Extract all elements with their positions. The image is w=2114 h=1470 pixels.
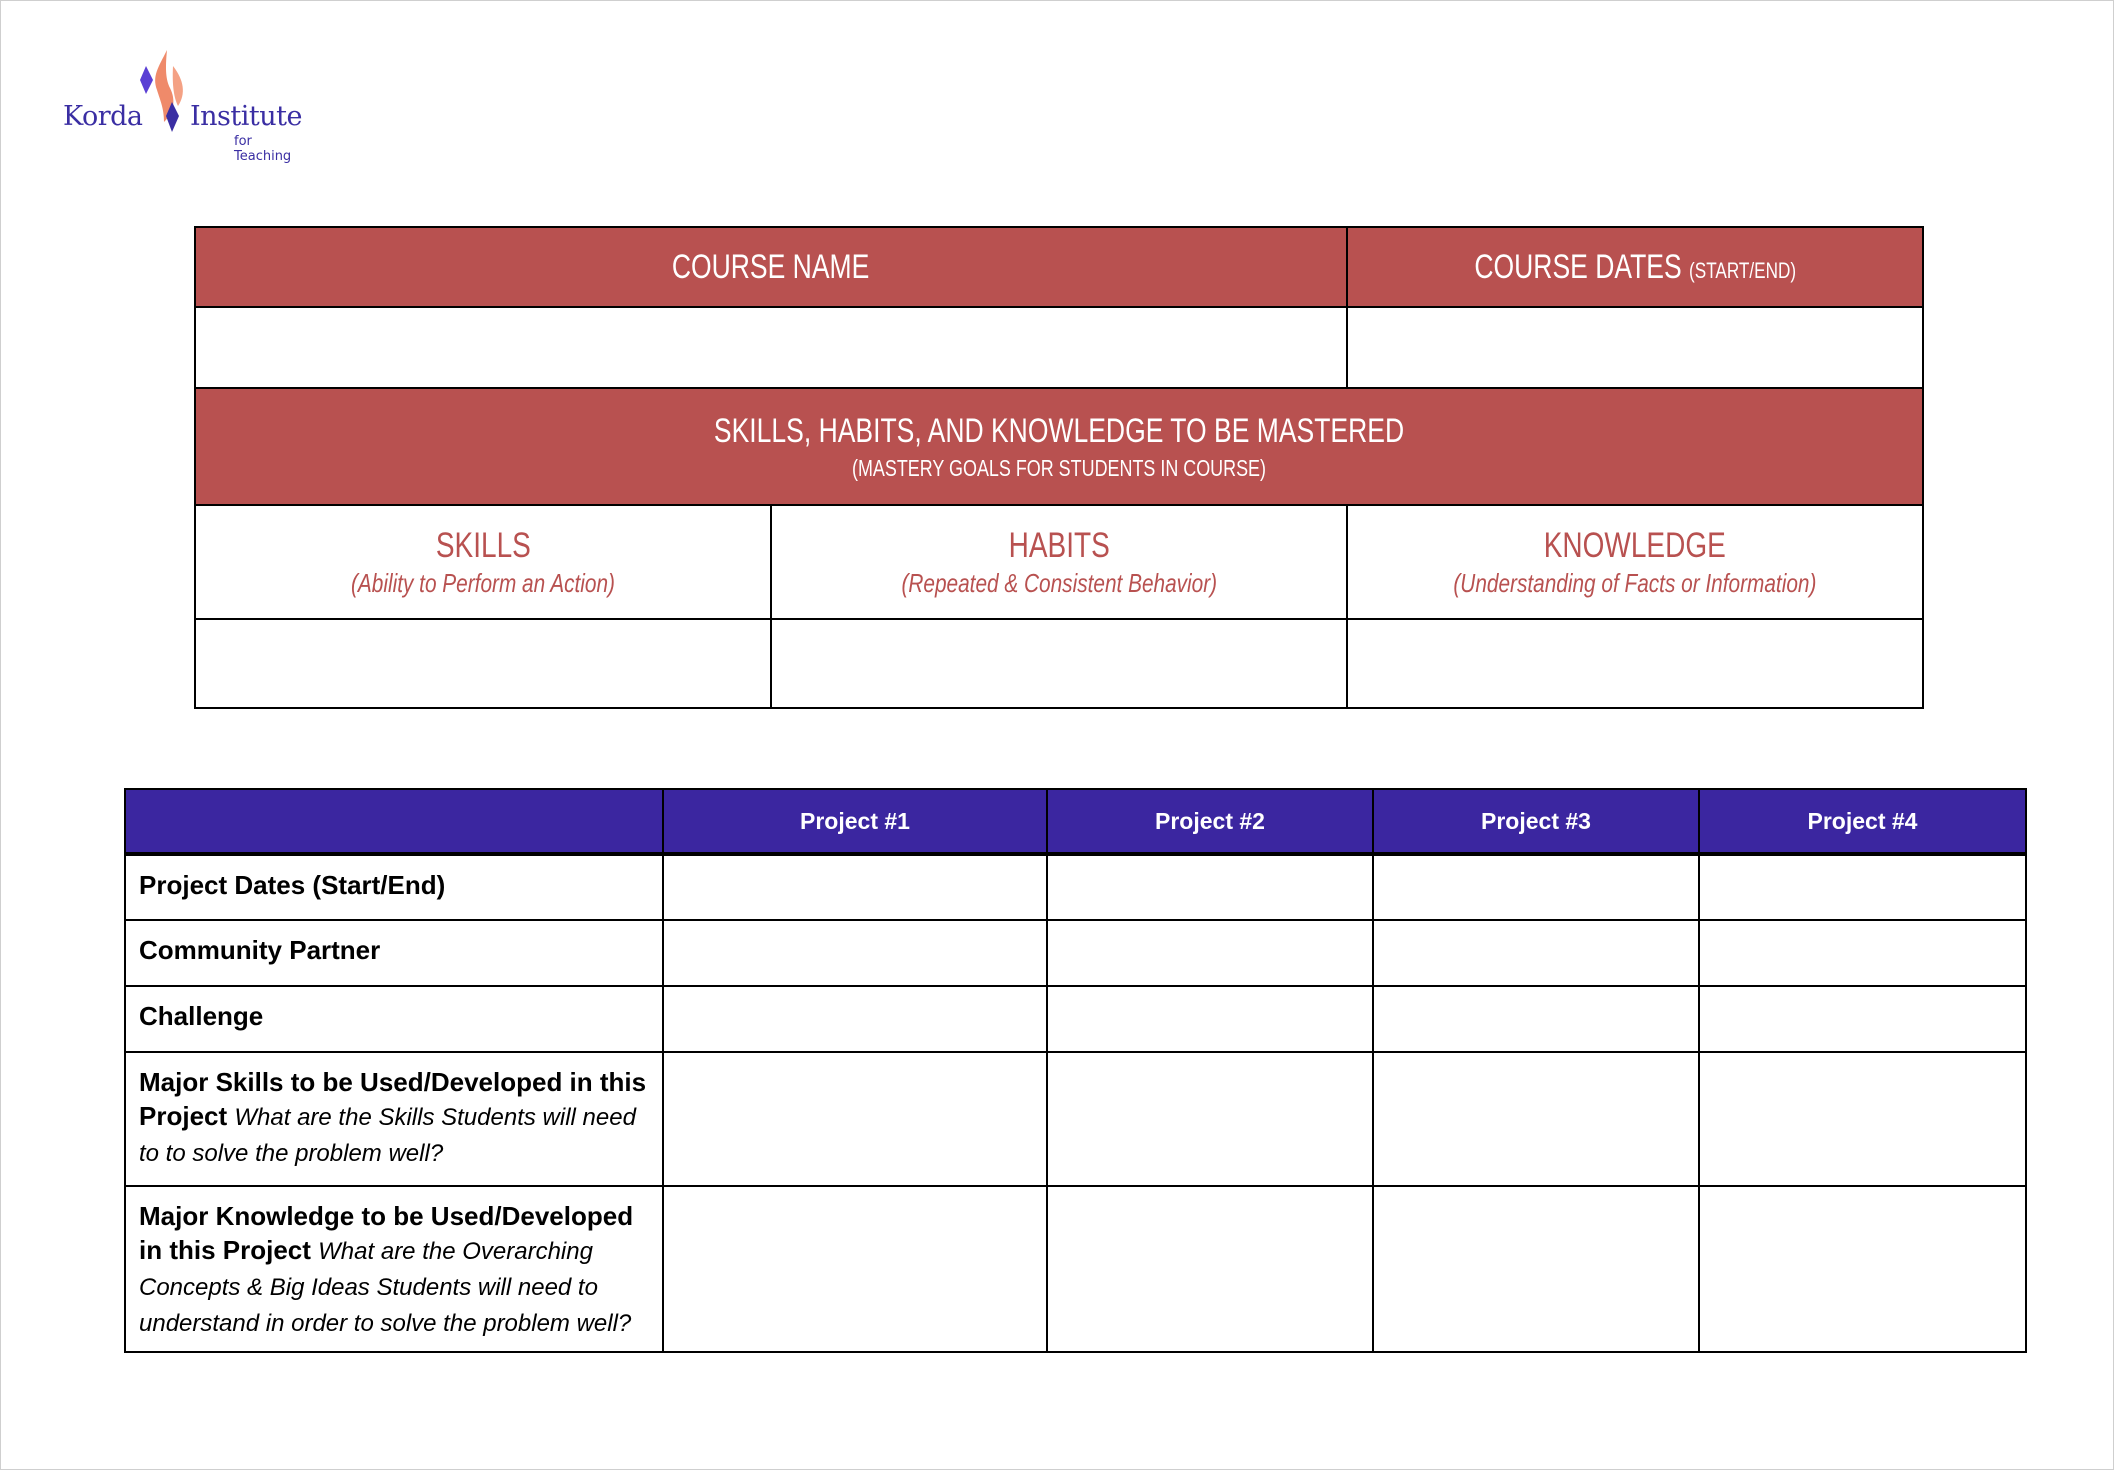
korda-logo — [60, 46, 310, 164]
cell-project-4[interactable] — [1699, 1052, 2026, 1186]
skills-desc: (Ability to Perform an Action) — [351, 567, 615, 598]
cell-project-1[interactable] — [663, 920, 1047, 986]
cell-project-3[interactable] — [1373, 986, 1699, 1052]
cell-project-2[interactable] — [1047, 1052, 1373, 1186]
row-label-major-knowledge: Major Knowledge to be Used/Developed in this Project What are the Overarching Concepts & Big Ideas Students will need to understand in order to solve the problem well? — [125, 1186, 663, 1352]
course-name-header: COURSE NAME — [195, 227, 1347, 307]
cell-project-1[interactable] — [663, 1186, 1047, 1352]
habits-desc: (Repeated & Consistent Behavior) — [901, 567, 1217, 598]
cell-project-3[interactable] — [1373, 854, 1699, 920]
table-row — [125, 986, 2026, 1052]
header-project-1: Project #1 — [663, 789, 1047, 854]
course-name-cell[interactable] — [195, 307, 1347, 388]
course-dates-cell[interactable] — [1347, 307, 1923, 388]
habits-title: HABITS — [1008, 525, 1110, 565]
table-row — [125, 1186, 2026, 1352]
knowledge-header — [1347, 505, 1923, 619]
cell-project-1[interactable] — [663, 1052, 1047, 1186]
table-row — [125, 1052, 2026, 1186]
row-label-major-skills: Major Skills to be Used/Developed in this Project What are the Skills Students will need to to solve the problem well? — [125, 1052, 663, 1186]
habits-header — [771, 505, 1347, 619]
knowledge-title: KNOWLEDGE — [1543, 525, 1727, 565]
skills-title: SKILLS — [435, 525, 531, 565]
mastery-title: SKILLS, HABITS, AND KNOWLEDGE TO BE MASTERED — [713, 411, 1405, 450]
cell-project-2[interactable] — [1047, 986, 1373, 1052]
header-blank — [125, 789, 663, 854]
cell-project-4[interactable] — [1699, 920, 2026, 986]
cell-project-3[interactable] — [1373, 920, 1699, 986]
cell-project-3[interactable] — [1373, 1186, 1699, 1352]
row-label-challenge: Challenge — [125, 986, 663, 1052]
knowledge-desc: (Understanding of Facts or Information) — [1453, 567, 1817, 598]
logo-subtitle: for Teaching — [234, 134, 292, 164]
logo-word-korda: Korda — [63, 101, 143, 132]
table-row — [125, 920, 2026, 986]
table-row — [125, 854, 2026, 920]
logo-word-institute: Institute — [190, 101, 302, 132]
cell-project-3[interactable] — [1373, 1052, 1699, 1186]
cell-project-2[interactable] — [1047, 1186, 1373, 1352]
row-label-community-partner: Community Partner — [125, 920, 663, 986]
header-project-2: Project #2 — [1047, 789, 1373, 854]
skills-header — [195, 505, 771, 619]
course-dates-header — [1347, 227, 1923, 307]
row-label-project-dates: Project Dates (Start/End) — [125, 854, 663, 920]
habits-cell[interactable] — [771, 619, 1347, 708]
cell-project-1[interactable] — [663, 986, 1047, 1052]
cell-project-2[interactable] — [1047, 854, 1373, 920]
cell-project-4[interactable] — [1699, 854, 2026, 920]
skills-cell[interactable] — [195, 619, 771, 708]
cell-project-2[interactable] — [1047, 920, 1373, 986]
knowledge-cell[interactable] — [1347, 619, 1923, 708]
header-project-3: Project #3 — [1373, 789, 1699, 854]
mastery-note: (MASTERY GOALS FOR STUDENTS IN COURSE) — [851, 454, 1267, 481]
course-dates-note: (START/END) — [1688, 257, 1796, 283]
course-table — [194, 226, 1924, 709]
mastery-header — [195, 388, 1923, 505]
header-project-4: Project #4 — [1699, 789, 2026, 854]
cell-project-1[interactable] — [663, 854, 1047, 920]
cell-project-4[interactable] — [1699, 1186, 2026, 1352]
cell-project-4[interactable] — [1699, 986, 2026, 1052]
course-dates-label: COURSE DATES — [1474, 247, 1682, 286]
project-table — [124, 788, 2027, 1353]
